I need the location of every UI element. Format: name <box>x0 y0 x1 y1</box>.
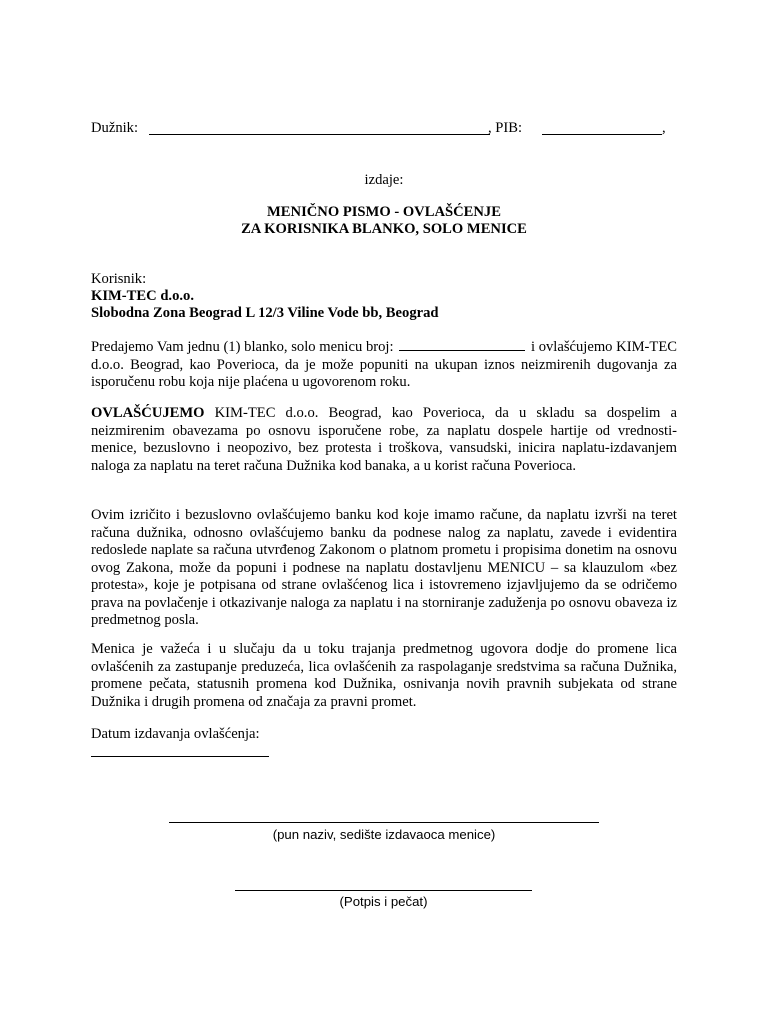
beneficiary-label: Korisnik: <box>91 271 147 287</box>
paragraph-authorization <box>91 338 677 392</box>
beneficiary-address: Slobodna Zona Beograd L 12/3 Viline Vode bb, Beograd <box>91 305 439 321</box>
document-title-line1: MENIČNO PISMO - OVLAŠĆENJE <box>267 204 501 220</box>
date-blank-line <box>91 756 269 757</box>
paragraph-authorization-end: i ovlašćujemo KIM-TEC d.o.o. Beograd, kao Poverioca, da je može popuniti na ukupan iznos neizmirenih dugovanja za isporučenu robu koja nije plaćena u ugovorenom roku. <box>91 339 677 390</box>
pib-blank-line <box>542 134 662 135</box>
beneficiary-name: KIM-TEC d.o.o. <box>91 288 194 304</box>
pib-label: , PIB: <box>488 120 523 136</box>
document-title-line2: ZA KORISNIKA BLANKO, SOLO MENICE <box>241 221 527 237</box>
debtor-blank-line <box>149 134 490 135</box>
bill-number-blank <box>399 338 525 351</box>
debtor-label: Dužnik: <box>91 120 139 136</box>
paragraph-authorization-start: Predajemo Vam jednu (1) blanko, solo menicu broj: <box>91 339 394 355</box>
header-trailing-comma: , <box>662 120 666 136</box>
date-label: Datum izdavanja ovlašćenja: <box>91 726 260 742</box>
paragraph-bank-authorization: Ovim izričito i bezuslovno ovlašćujemo banku kod koje imamo račune, da naplatu izvrši na teret računa dužnika, odnosno ovlašćujemo banku da podnese nalog za naplatu, zavede i evidentira redoslede naplate sa računa utvrđenog Zakonom o platnom prometu i propisima donetim na osnovu ovog Zakona, može da popuni i podnese na naplatu dostavljenu MENICU – sa klauzulom «bez protesta», koje je potpisana od strane ovlašćenog lica i istovremeno izjavljujemo da se odričemo prava na povlačenje i otkazivanje naloga za naplatu i na storniranje zaduženja po osnovu obaveza iz predmetnog posla. <box>91 507 677 628</box>
issuer-caption: (pun naziv, sedište izdavaoca menice) <box>272 827 496 842</box>
authorize-keyword: OVLAŠĆUJEMO <box>91 405 205 421</box>
paragraph-authorize-creditor <box>91 405 677 475</box>
issues-label: izdaje: <box>364 172 404 188</box>
paragraph-validity: Menica je važeća i u slučaju da u toku trajanja predmetnog ugovora dodje do promene lica ovlašćenih za zastupanje preduzeća, lica ovlašćenih za raspolaganje sredstvima sa računa Dužnika, promene pečata, statusnih promena kod Dužnika, osnivanja novih pravnih subjekata od strane Dužnika i drugih promena od značaja za pravni promet. <box>91 641 677 710</box>
paragraph-authorize-creditor-text: KIM-TEC d.o.o. Beograd, kao Poverioca, da u skladu sa dospelim a neizmirenim obavezama po osnovu isporučene robe, za naplatu dospele hartije od vrednosti-menice, bezuslovno i neopozivo, bez protesta i troškova, vansudski, inicira naplatu-izdavanjem naloga za naplatu na teret računa Dužnika kod banaka, a u korist računa Poverioca. <box>91 405 677 474</box>
issuer-blank-line <box>169 822 599 823</box>
signature-blank-line <box>235 890 532 891</box>
signature-caption: (Potpis i pečat) <box>339 894 428 909</box>
